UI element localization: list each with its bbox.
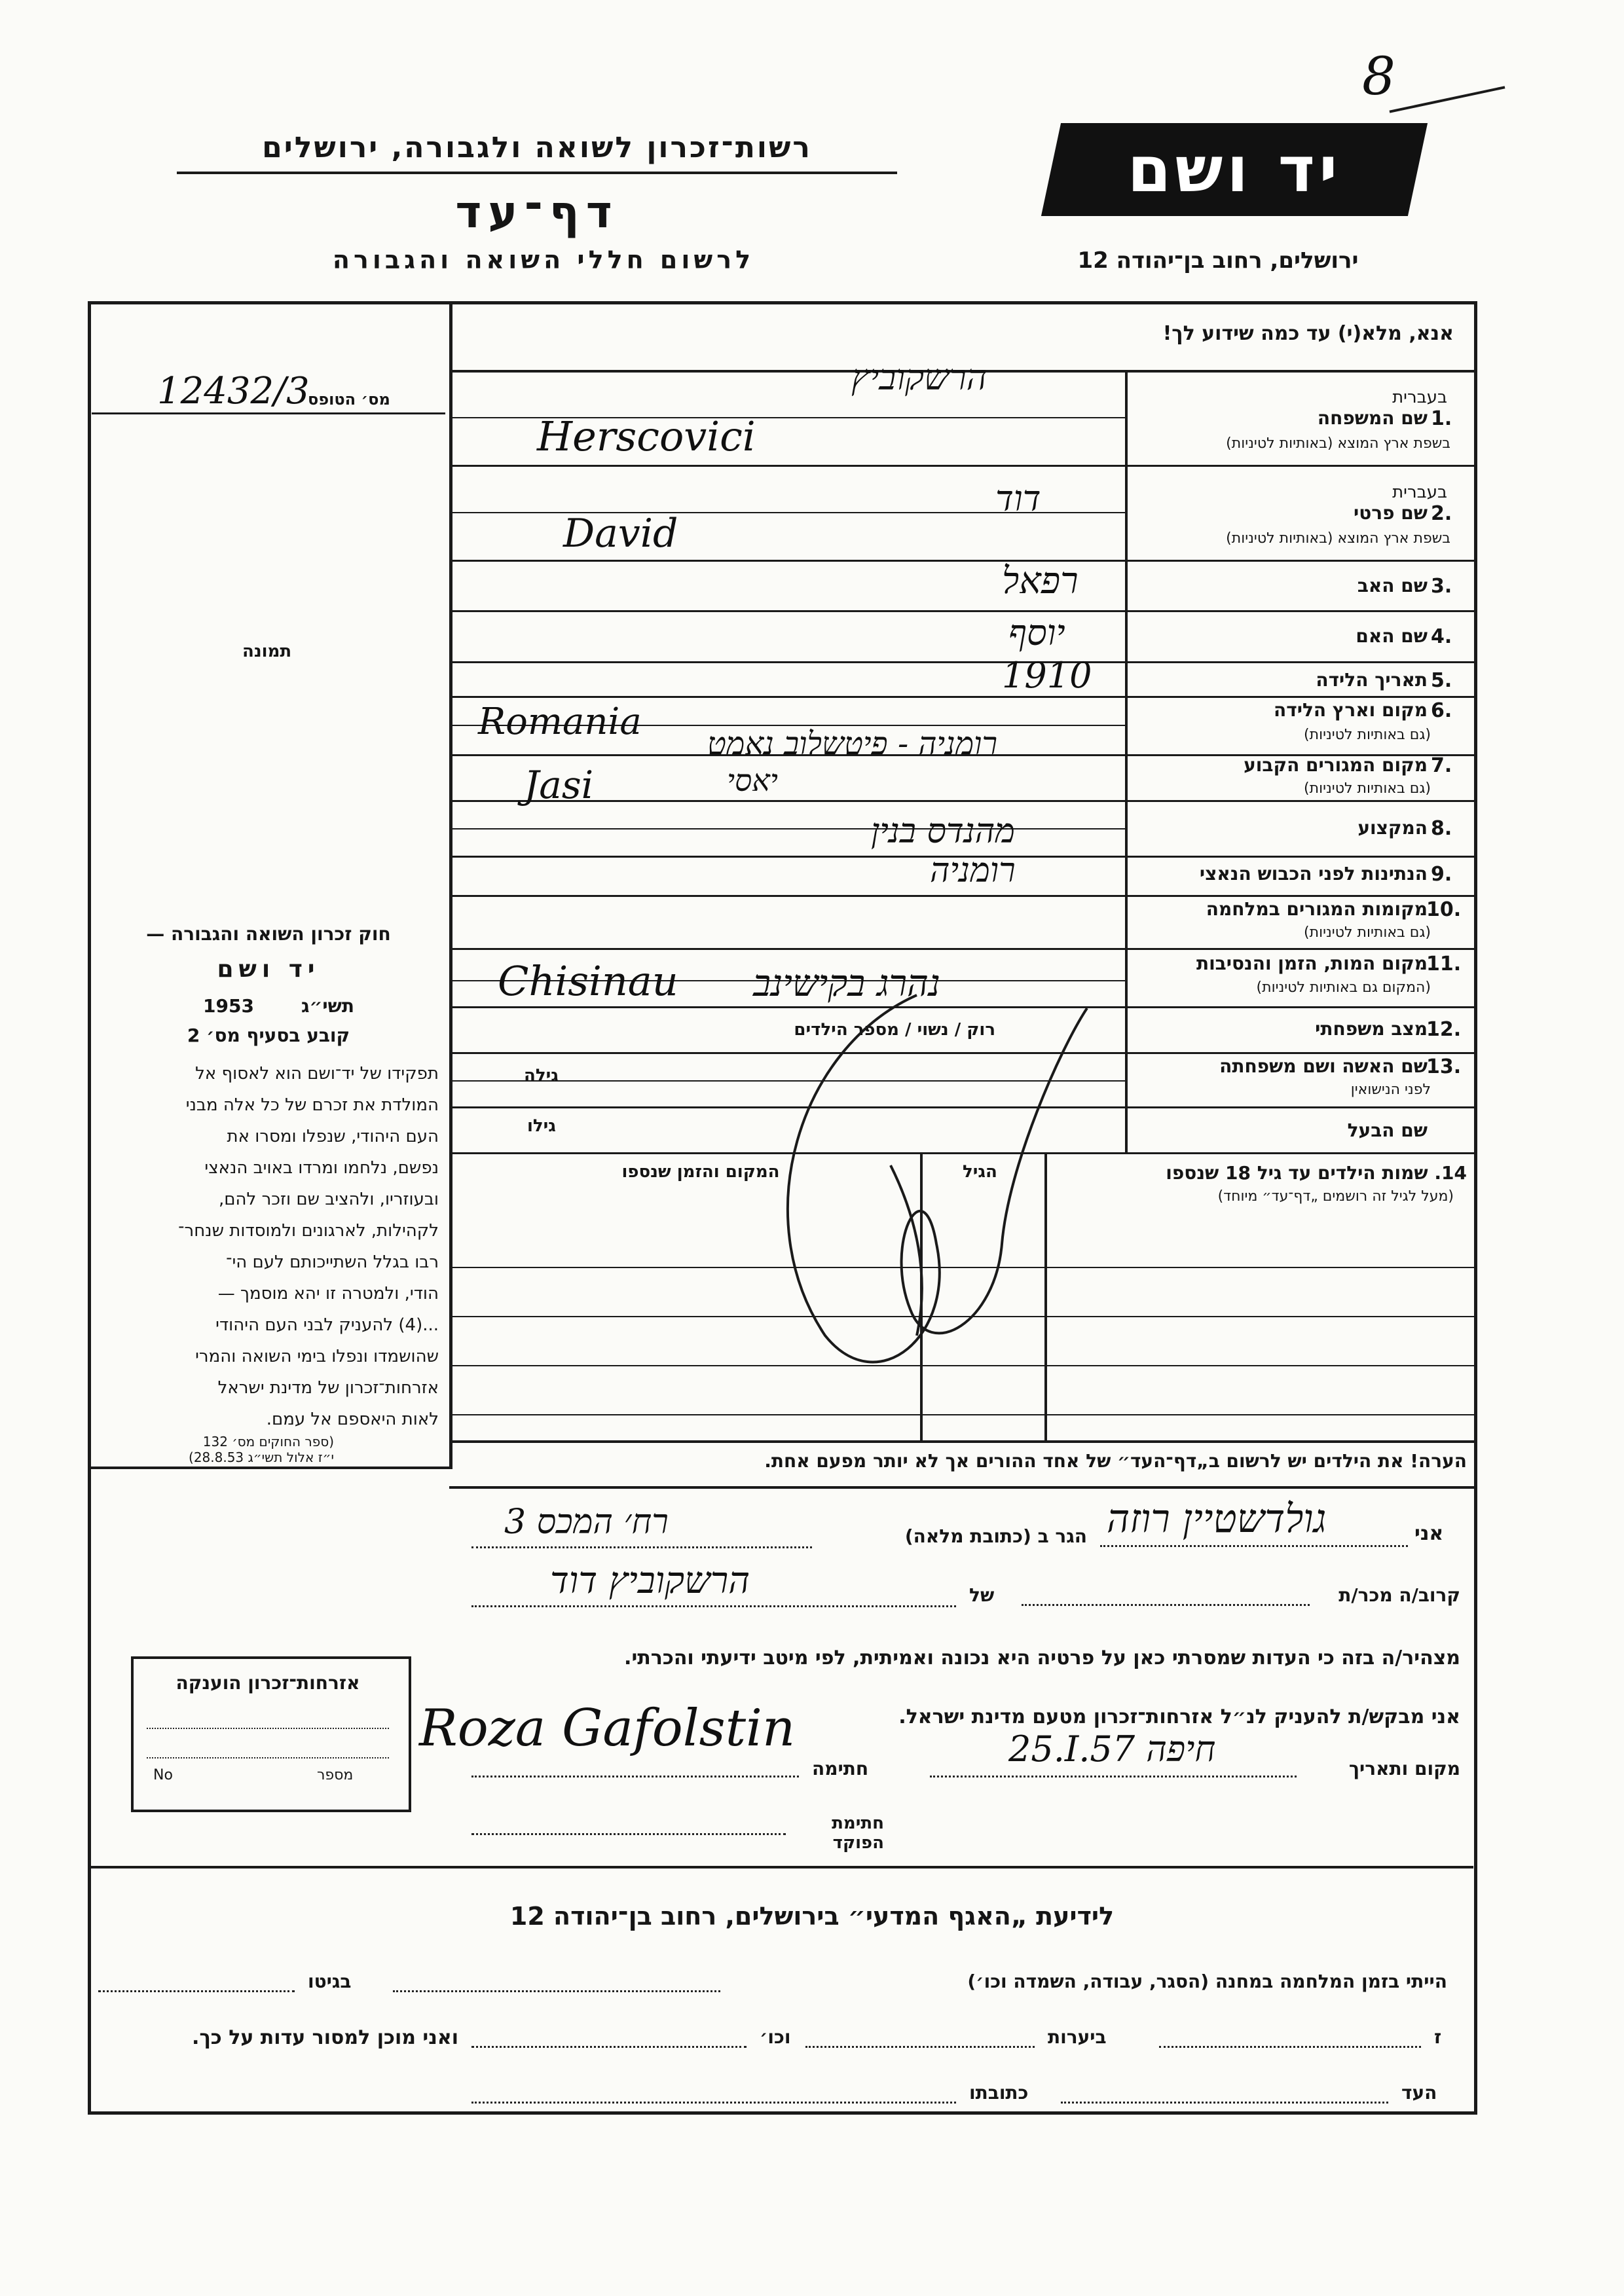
citizenship-no-label: No: [153, 1767, 173, 1783]
authority-heading: רשות־זכרון לשואה ולגבורה, ירושלים: [262, 131, 812, 164]
field-3-label: שם האב: [1357, 575, 1428, 596]
children-age-col: הגיל: [963, 1162, 997, 1182]
field-4-value: יוסף: [1008, 612, 1065, 653]
decl-residing-label: הגר ב (כתובת מלאה): [904, 1525, 1087, 1547]
law-line-12: לאות היאספם אל עמם.: [266, 1410, 439, 1429]
form-subtitle: לרשום חללי השואה והגבורה: [332, 246, 755, 274]
field-8-num: 8.: [1431, 817, 1452, 840]
field-5-label: תאריך הלידה: [1316, 669, 1428, 691]
marital-options: רוק / נשוי / מספר הילדים: [794, 1020, 995, 1040]
footer-etc: וכו׳: [760, 2026, 791, 2048]
field-7-value-hebrew: יאסי: [727, 763, 778, 798]
place-date-value: 25.I.57 חיפה: [1008, 1728, 1216, 1770]
citizenship-box-title: אזרחות־זכרון הוענקה: [175, 1672, 360, 1694]
decl-i-label: אני: [1414, 1522, 1444, 1545]
law-year: 1953: [203, 995, 254, 1017]
field-12-num: 12.: [1426, 1018, 1462, 1041]
field-11-label: מקום המות, הזמן והנסיבות: [1196, 953, 1428, 974]
field-9-label: הנתינות לפני הכבוש הנאצי: [1199, 863, 1428, 884]
law-clause: קובע בסעיף מס׳ 2: [187, 1025, 350, 1046]
field-11-value-latin: Chisinau: [498, 957, 678, 1005]
witness-address: רח׳ המכס 3: [504, 1503, 669, 1542]
field-13-num: 13.: [1426, 1055, 1462, 1078]
citizenship-box: [131, 1656, 411, 1812]
field-6-value-hebrew: רומניה - פיטשלוב נאמט: [707, 725, 998, 762]
law-source-2: י״ז אלול תשי״ג 28.8.53): [189, 1449, 334, 1465]
form-instruction: אנא, מלא(י) עד כמה שידוע לך!: [1162, 322, 1454, 345]
law-line-10: שהושמדו ונפלו בימי השואה והמרי: [195, 1347, 439, 1366]
field-11-sub: (המקום גם באותיות לטיניות): [1256, 979, 1431, 996]
law-title: חוק זכרון השואה והגבורה —: [146, 923, 391, 945]
field-4-label: שם האם: [1356, 625, 1428, 647]
field-1-sub: בשפת ארץ המוצא (באותיות לטיניות): [1226, 435, 1450, 452]
field-6-value-latin: Romania: [478, 701, 642, 743]
corner-mark: 8: [1362, 46, 1395, 107]
decl-of-label: של: [969, 1584, 995, 1606]
field-11-num: 11.: [1426, 953, 1462, 975]
witness-name: גולדשטיין רוזה: [1107, 1496, 1327, 1542]
field-7-value-latin: Jasi: [524, 763, 594, 807]
photo-label: תמונה: [242, 642, 292, 661]
field-6-label: מקום וארץ הלידה: [1274, 699, 1428, 721]
field-8-value: מהנדס בנין: [871, 812, 1016, 851]
field-7-sub: (גם באותיות לטיניות): [1304, 780, 1431, 797]
footer-witness-label: העד: [1401, 2082, 1437, 2104]
decl-relative-label: קרוב/ה מכר/ת: [1338, 1584, 1460, 1606]
logo-text: יד ושם: [1127, 133, 1342, 206]
law-line-1: תפקידו של יד־ושם הוא לאסוף אל: [195, 1064, 439, 1084]
field-10-label: מקומות המגורים במלחמה: [1206, 898, 1428, 920]
registration-label: מס׳ הטופס: [308, 390, 390, 409]
law-source-1: (ספר החוקים מס׳ 132: [202, 1434, 334, 1449]
field-10-num: 10.: [1426, 898, 1462, 921]
footer-heading: לידיעת „האגף המדעי״ בירושלים, רחוב בן־יהודה 12: [509, 1902, 1115, 1931]
decl-request: אני מבקש/ת להעניק לנ״ל אזרחות־זכרון מטעם מדינת ישראל.: [898, 1705, 1460, 1728]
field-5-value: 1910: [1002, 655, 1092, 696]
law-name: יד ושם: [217, 956, 320, 983]
children-label: 14. שמות הילדים עד גיל 18 שנספו: [1166, 1162, 1467, 1184]
law-line-8: הודי, ולמטרה זו יהא מוסמך —: [217, 1284, 439, 1303]
place-date-label: מקום ותאריך: [1348, 1758, 1460, 1779]
field-2-value-hebrew: דוד: [995, 478, 1041, 519]
field-1-value-latin: Herscovici: [537, 412, 756, 460]
law-line-11: אזרחות־זכרון של מדינת ישראל: [217, 1378, 439, 1398]
relation-value: הרשקוביץ דוד: [550, 1559, 750, 1602]
field-7-label: מקום המגורים הקבוע: [1244, 754, 1428, 776]
signature-label: חתימה: [812, 1758, 869, 1779]
law-year-he: תשי״ג: [301, 995, 354, 1017]
footer-address-label: כתובתו: [969, 2082, 1029, 2104]
field-1-num: 1.: [1431, 407, 1452, 430]
husband-age-label: גילו: [527, 1116, 556, 1136]
field-13-label: שם האשה ושם משפחתה: [1219, 1055, 1428, 1077]
law-line-7: רבו בגלל השתייכותם לעם הי־: [226, 1252, 439, 1272]
field-2-label: שם פרטי: [1353, 502, 1428, 524]
footer-line-1-end: בגיטו: [308, 1971, 352, 1992]
field-3-value: רפאל: [1002, 560, 1079, 602]
field-6-num: 6.: [1431, 699, 1452, 722]
wife-age-label: גילה: [524, 1066, 559, 1085]
law-line-5: ובעוזריו, ולהציב שם וזכר להם,: [219, 1190, 439, 1209]
field-11-value-hebrew: נהרג בקישינב: [753, 962, 940, 1005]
children-note: הערה! את הילדים יש לרשום ב„דף־העד״ של אחד ההורים אך לא יותר מפעם אחת.: [764, 1450, 1467, 1472]
field-6-sub: (גם באותיות לטיניות): [1304, 727, 1431, 743]
registration-number: 12432/3: [157, 370, 310, 412]
law-line-2: המולדת את זכרם של כל אלה מבני: [185, 1095, 439, 1115]
field-12-label: מצב משפחתי: [1315, 1018, 1428, 1040]
field-1-hebrew-tag: בעברית: [1392, 388, 1447, 407]
footer-line-1: הייתי בזמן המלחמה במחנה (הסגר, עבודה, השמדה וכו׳): [967, 1971, 1447, 1992]
husband-label: שם הבעל: [1347, 1120, 1428, 1141]
law-line-3: העם היהודי, שנפלו ומסרו את: [227, 1127, 439, 1146]
field-3-num: 3.: [1431, 575, 1452, 598]
footer-line-2-end: ואני מוכן למסור עדות על כך.: [192, 2026, 458, 2049]
field-7-num: 7.: [1431, 754, 1452, 777]
field-2-value-latin: David: [563, 511, 678, 556]
field-1-value-hebrew: הרשקוביץ: [851, 357, 987, 398]
yad-vashem-logo: [1041, 123, 1428, 216]
form-title: דף־עד: [455, 187, 619, 238]
pen-scribble-icon: [720, 969, 1113, 1394]
witness-signature: Roza Gafolstin: [419, 1699, 796, 1758]
field-2-sub: בשפת ארץ המוצא (באותיות לטיניות): [1226, 530, 1450, 547]
field-8-label: המקצוע: [1357, 817, 1428, 839]
field-10-sub: (גם באותיות לטיניות): [1304, 924, 1431, 941]
law-line-9: ...(4) להעניק לבני העם היהודי: [215, 1315, 439, 1335]
law-line-6: לקהילות, לארגונים ולמוסדות שנחר־: [178, 1221, 439, 1241]
children-place-col: המקום והזמן שנספו: [621, 1162, 780, 1182]
field-4-num: 4.: [1431, 625, 1452, 648]
field-9-value: רומניה: [930, 851, 1016, 890]
field-2-num: 2.: [1431, 502, 1452, 525]
footer-forests: ביערות: [1048, 2026, 1107, 2048]
field-2-hebrew-tag: בעברית: [1392, 483, 1447, 502]
field-9-num: 9.: [1431, 863, 1452, 886]
official-signature-label: חתימת הפוקד: [832, 1813, 884, 1853]
address-line: ירושלים, רחוב בן־יהודה 12: [1077, 247, 1359, 274]
field-13-sub: לפני הנישואין: [1350, 1082, 1431, 1098]
footer-line-2-start: ז: [1434, 2026, 1442, 2048]
citizenship-number-label: מספר: [317, 1767, 354, 1783]
children-sub: (מעל לגיל זה רושמים „דף־עד״ מיוחד): [1217, 1188, 1454, 1205]
law-line-4: נפשם, נלחמו ומרדו באויב הנאצי: [204, 1158, 439, 1178]
field-5-num: 5.: [1431, 669, 1452, 692]
decl-statement: מצהיר/ה בזה כי העדות שמסרתי כאן על פרטיה היא נכונה ואמיתית, לפי מיטב ידיעתי והכרתי.: [624, 1647, 1460, 1669]
field-1-label: שם המשפחה: [1317, 407, 1428, 429]
